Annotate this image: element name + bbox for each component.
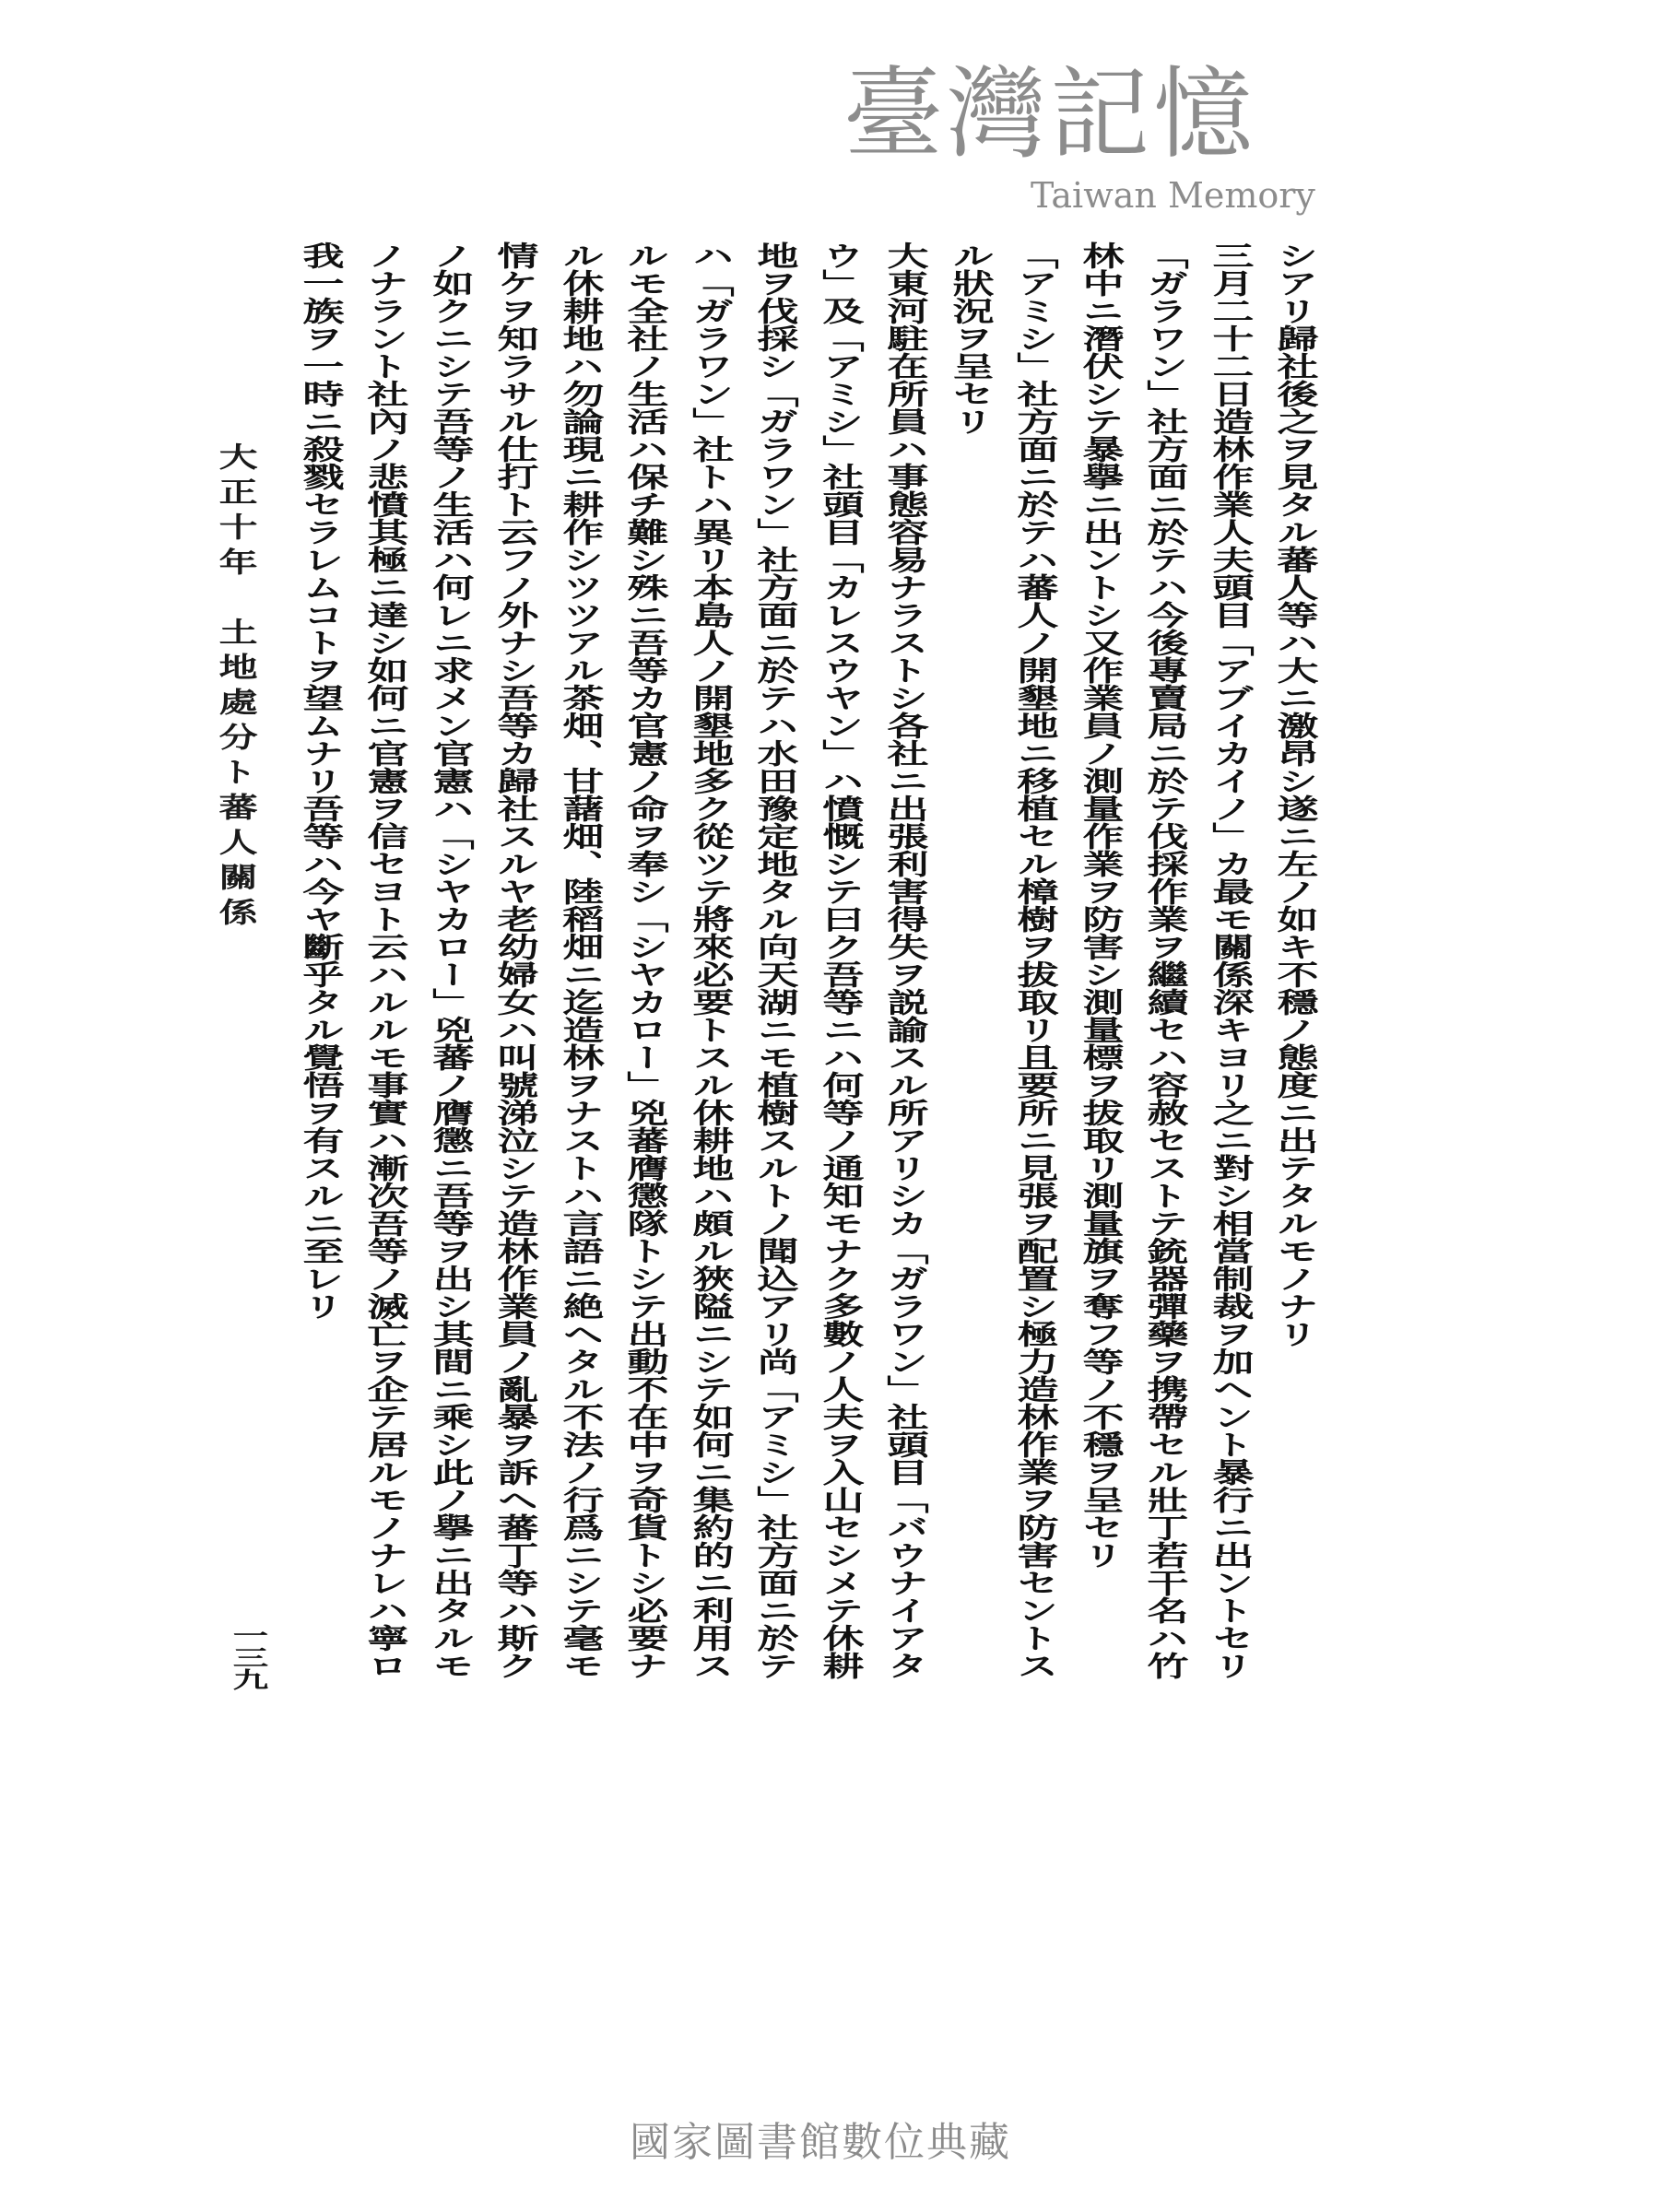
text-column: ウ」及「アミシ」社頭目「カレスウヤン」ハ憤慨シテ曰ク吾等ニハ何等ノ通知モナク多數ノ人夫ヲ入山セシメテ休耕 <box>814 241 863 1679</box>
text-column: ノナラント社內ノ悲憤其極ニ達シ如何ニ官憲ヲ信セヨト云ハルルモ事實ハ漸次吾等ノ滅亡ヲ企テ居ルモノナレハ寧ロ <box>359 241 407 1679</box>
text-column: ル休耕地ハ勿論現ニ耕作シツツアル茶畑、甘藷畑、陸稻畑ニ迄造林ヲナストハ言語ニ絶ヘタル不法ノ行爲ニシテ毫モ <box>554 241 603 1679</box>
text-column: ノ如クニシテ吾等ノ生活ハ何レニ求メン官憲ハ「シヤカロー」兇蕃ノ膺懲ニ吾等ヲ出シ其間ニ乘シ此ノ擧ニ出タルモ <box>424 241 473 1679</box>
text-column: ルモ全社ノ生活ハ保チ難シ殊ニ吾等カ官憲ノ命ヲ奉シ「シヤカロー」兇蕃膺懲隊トシテ出動不在中ヲ奇貨トシ必要ナ <box>619 241 667 1679</box>
text-column: 情ケヲ知ラサル仕打ト云フノ外ナシ吾等カ歸社スルヤ老幼婦女ハ叫號涕泣シテ造林作業員ノ亂暴ヲ訴ヘ蕃丁等ハ斯ク <box>489 241 537 1679</box>
watermark-subtitle: Taiwan Memory <box>1031 175 1315 216</box>
archive-caption: 國家圖書館數位典藏 <box>630 2119 1011 2166</box>
running-title: 大正十年 土地處分ト蕃人關係 <box>211 442 257 933</box>
text-column: ハ「ガラワン」社トハ異リ本島人ノ開墾地多ク從ツテ將來必要トスル休耕地ハ頗ル狹隘ニシテ如何ニ集約的ニ利用ス <box>684 241 733 1679</box>
text-column: 林中ニ潛伏シテ暴擧ニ出ントシ又作業員ノ測量作業ヲ防害シ測量標ヲ拔取リ測量旗ヲ奪フ等ノ不穩ヲ呈セリ <box>1074 241 1123 1569</box>
page-number: 一三九 <box>226 1624 269 1690</box>
text-column: ル狀況ヲ呈セリ <box>944 241 993 435</box>
text-column: 「ガラワン」社方面ニ於テハ今後專賣局ニ於テ伐採作業ヲ繼續セハ容赦セストテ銃器彈藥ヲ携帶セル壯丁若干名ハ竹 <box>1138 241 1187 1679</box>
text-column: 地ヲ伐採シ「ガラワン」社方面ニ於テハ水田豫定地タル向天湖ニモ植樹スルトノ聞込アリ尚「アミシ」社方面ニ於テ <box>748 241 797 1679</box>
text-column: シアリ歸社後之ヲ見タル蕃人等ハ大ニ激昂シ遂ニ左ノ如キ不穩ノ態度ニ出テタルモノナリ <box>1268 241 1317 1347</box>
text-column: 三月二十二日造林作業人夫頭目「アブイカイノ」カ最モ關係深キヨリ之ニ對シ相當制裁ヲ加ヘント暴行ニ出ントセリ <box>1204 241 1253 1679</box>
text-column: 「アミシ」社方面ニ於テハ蕃人ノ開墾地ニ移植セル樟樹ヲ拔取リ且要所ニ見張ヲ配置シ極力造林作業ヲ防害セントス <box>1008 241 1057 1679</box>
watermark-logo: 臺灣記憶 <box>843 57 1257 172</box>
text-column: 大東河駐在所員ハ事態容易ナラストシ各社ニ出張利害得失ヲ説諭スル所アリシカ「ガラワン」社頭目「バウナイアタ <box>878 241 927 1679</box>
text-column: 我一族ヲ一時ニ殺戮セラレムコトヲ望ムナリ吾等ハ今ヤ斷乎タル覺悟ヲ有スルニ至レリ <box>294 241 343 1320</box>
